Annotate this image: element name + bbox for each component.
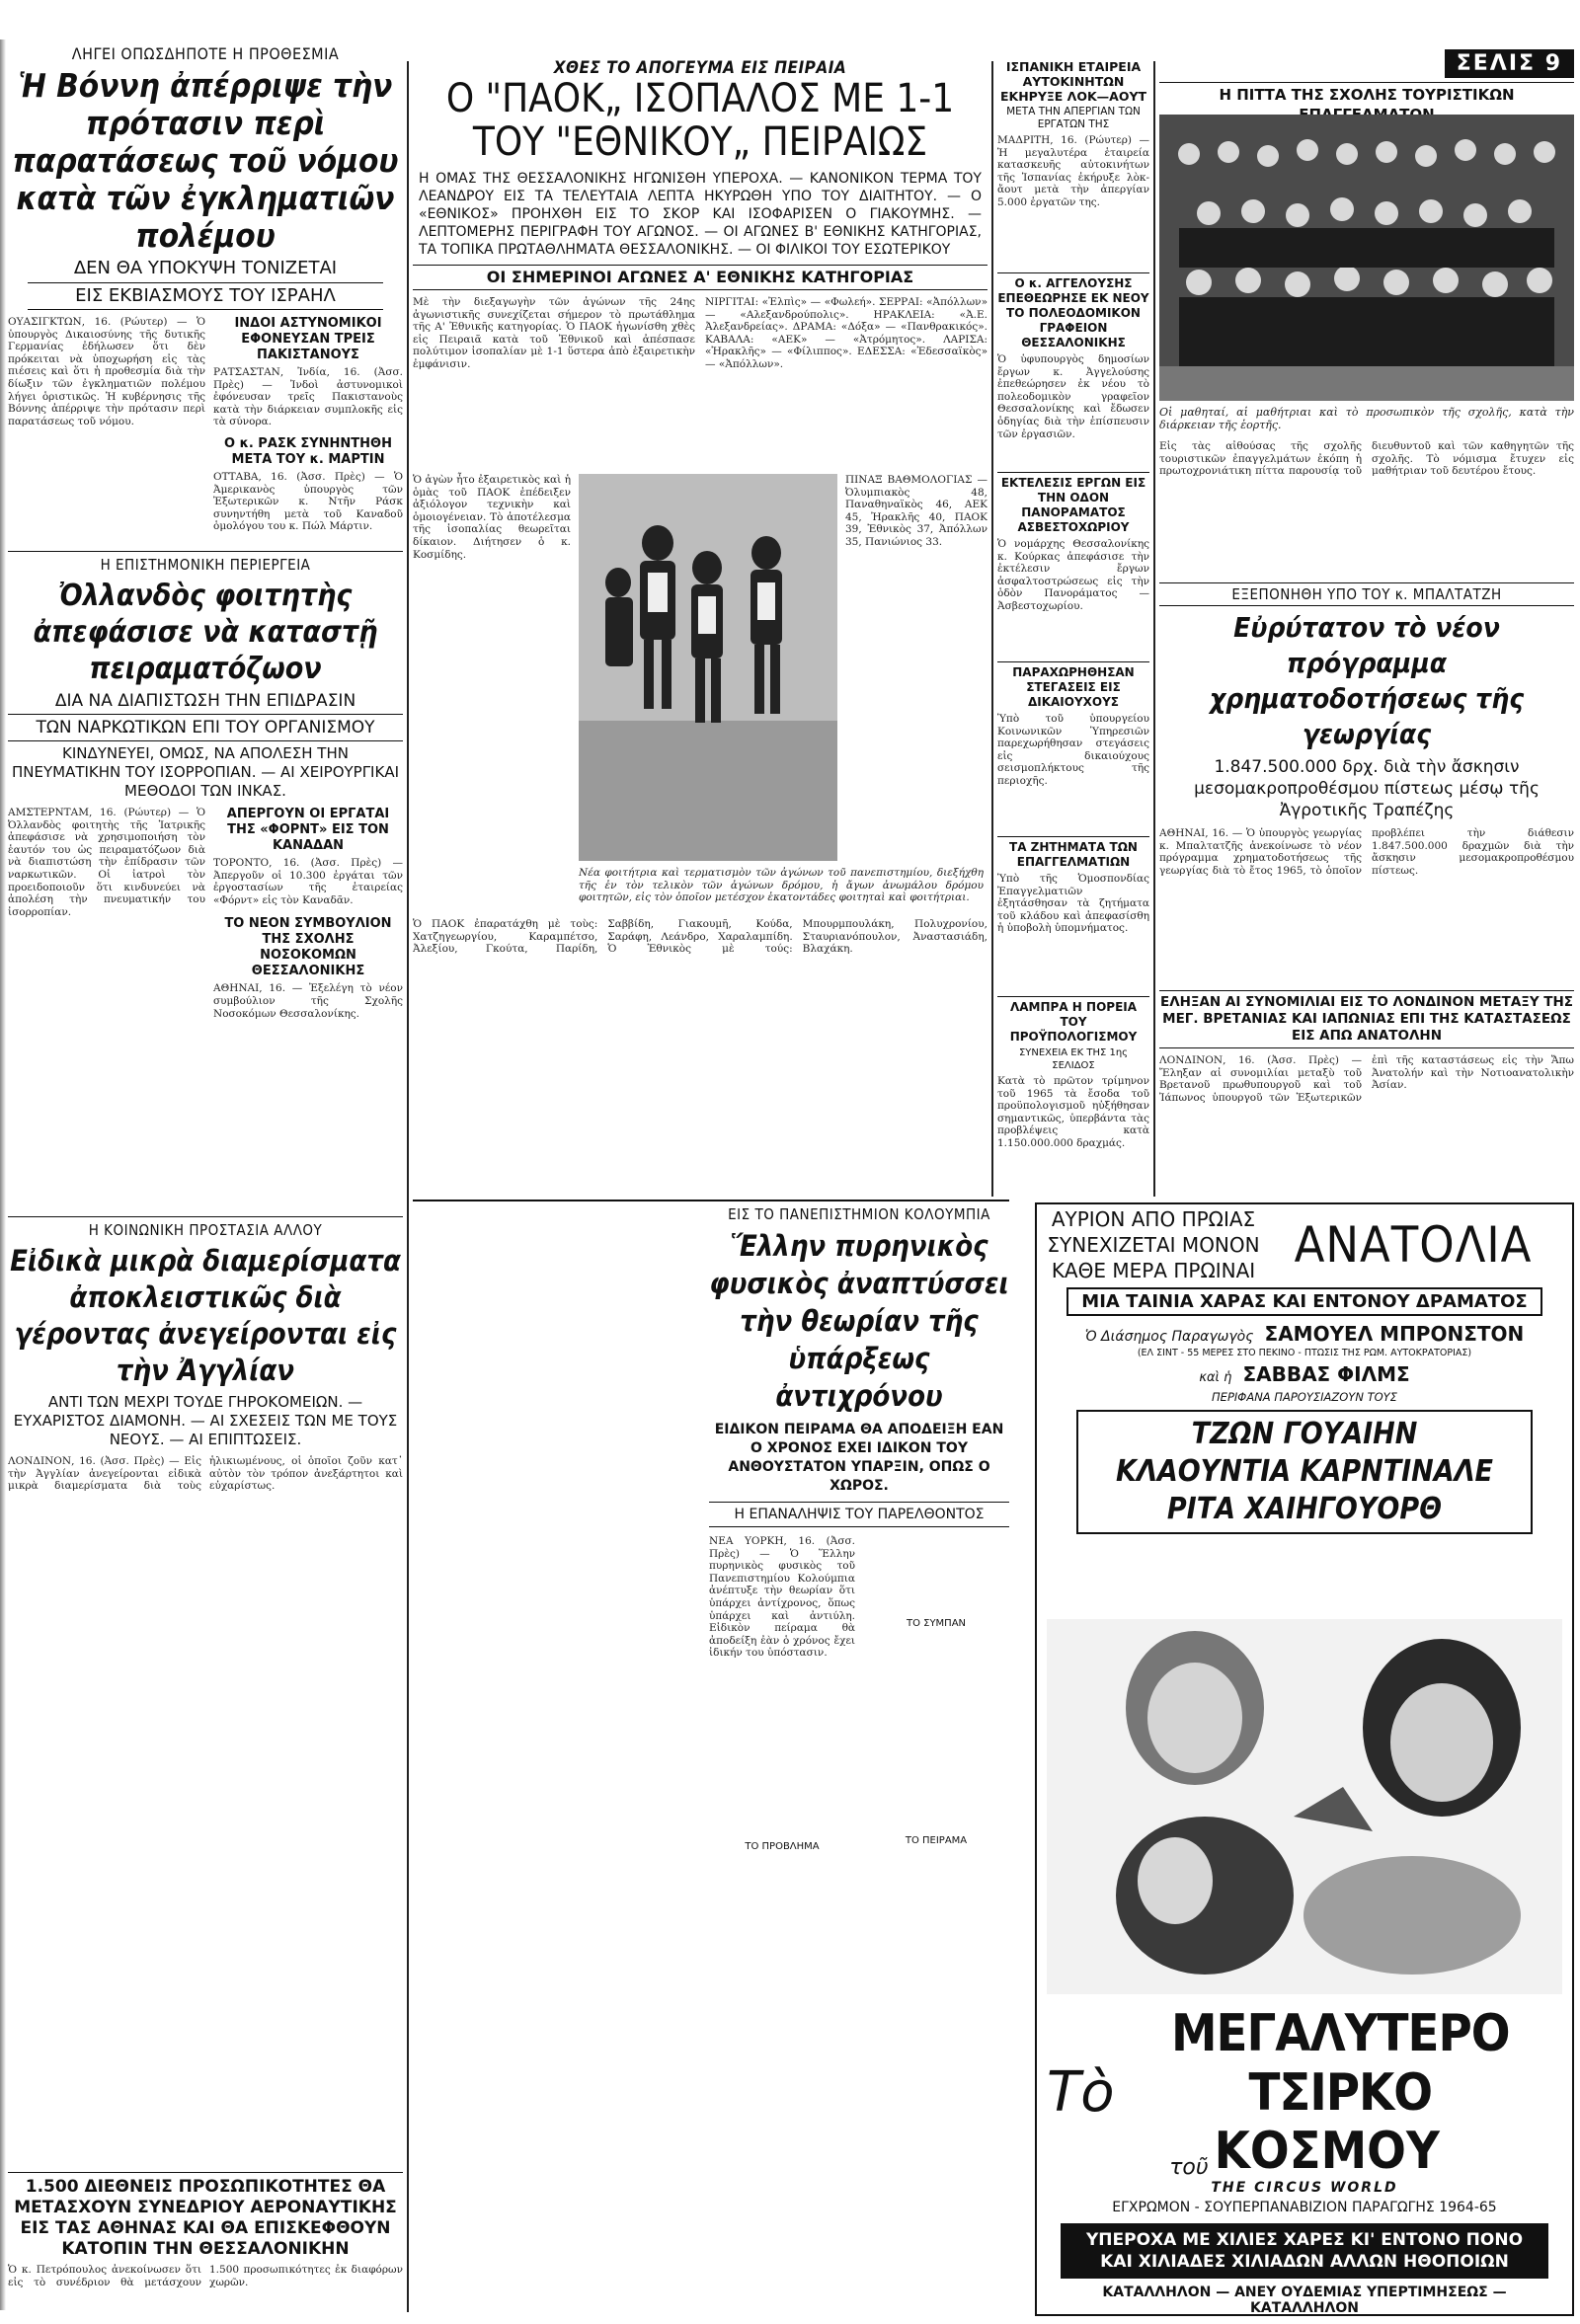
brief-body: ΤΟΡΟΝΤΟ, 16. (Ἀσσ. Πρὲς) — Ἀπεργοῦν οἱ 10.300 ἐργάται τῶν ἐργοστασίων τῆς ἑταιρείας «Φόρντ» εἰς τὸν Καναδᾶν. <box>213 857 403 906</box>
runners-photo-graphic <box>579 474 837 861</box>
ad-studio: ΣΑΒΒΑΣ ΦΙΛΜΣ <box>1242 1362 1410 1386</box>
article-body: ΝΕΑ ΥΟΡΚΗ, 16. (Ἀσσ. Πρὲς) — Ὁ Ἕλλην πυρηνικὸς φυσικὸς τοῦ Πανεπιστημίου Κολούμπια ἀνέπτυξε τὴν θεωρίαν ὅτι ὑπάρχει ἀντίχρονος, ὅπως ὑπάρχει καὶ ἀντιύλη. Εἰδικὸν πείραμα θὰ ἀποδείξη ἐὰν ὁ χρόνος ἔχει ἰδικήν του ὑπόστασιν. <box>709 1535 855 1660</box>
ad-line: ΣΥΝΕΧΙΖΕΤΑΙ ΜΟΝΟΝ <box>1047 1233 1260 1257</box>
ad-film-title-end: ΚΟΣΜΟΥ <box>1214 2122 1440 2181</box>
section-tag: ΤΟ ΣΥΜΠΑΝ <box>906 1618 967 1629</box>
article-kicker: ΧΘΕΣ ΤΟ ΑΠΟΓΕΥΜΑ ΕΙΣ ΠΕΙΡΑΙΑ <box>553 59 847 78</box>
ad-line: ΚΑΘΕ ΜΕΡΑ ΠΡΩΙΝΑΙ <box>1051 1259 1256 1282</box>
ad-producer: ΣΑΜΟΥΕΛ ΜΠΡΟΝΣΤΟΝ <box>1264 1322 1525 1346</box>
brief-title: ΑΠΕΡΓΟΥΝ ΟΙ ΕΡΓΑΤΑΙ ΤΗΣ «ΦΟΡΝΤ» ΕΙΣ ΤΟΝ ΚΑΝΑΔΑΝ <box>226 807 390 853</box>
article-science <box>413 1200 1009 2315</box>
column-briefs <box>997 59 1149 1195</box>
cinema-advertisement <box>1035 1202 1574 2316</box>
brief-subheading: ΜΕΤΑ ΤΗΝ ΑΠΕΡΓΙΑΝ ΤΩΝ ΕΡΓΑΤΩΝ ΤΗΣ <box>1006 106 1141 130</box>
brief-body: ΡΑΤΣΑΣΤΑΝ, Ἰνδία, 16. (Ἀσσ. Πρὲς) — Ἰνδοὶ ἀστυνομικοὶ ἐφόνευσαν τρεῖς Πακιστανοὺς κατὰ τὴν διάρκειαν συμπλοκῆς εἰς τὰ σύνορα. <box>213 366 403 428</box>
article-kicker: Η ΚΟΙΝΩΝΙΚΗ ΠΡΟΣΤΑΣΙΑ ΑΛΛΟΥ <box>8 1216 403 1239</box>
brief-title: ΕΚΤΕΛΕΣΙΣ ΕΡΓΩΝ ΕΙΣ ΤΗΝ ΟΔΟΝ ΠΑΝΟΡΑΜΑΤΟΣ ΑΣΒΕΣΤΟΧΩΡΙΟΥ <box>997 472 1149 535</box>
article-headline: Εὐρύτατον τὸ νέον πρόγραμμα χρηματοδοτήσεως τῆς γεωργίας <box>1209 611 1525 750</box>
article-headline: 1.500 ΔΙΕΘΝΕΙΣ ΠΡΟΣΩΠΙΚΟΤΗΤΕΣ ΘΑ ΜΕΤΑΣΧΟΥΝ ΣΥΝΕΔΡΙΟΥ ΑΕΡΟΝΑΥΤΙΚΗΣ ΕΙΣ ΤΑΣ ΑΘΗΝΑΣ ΚΑΙ ΘΑ ΕΠΙΣΚΕΦΘΟΥΝ ΚΑΤΟΠΙΝ ΤΗΝ ΘΕΣΣΑΛΟΝΙΚΗΝ <box>8 2172 403 2260</box>
column-sports <box>413 59 988 1195</box>
brief-title: Ο κ. ΡΑΣΚ ΣΥΝΗΝΤΗΘΗ ΜΕΤΑ ΤΟΥ κ. ΜΑΡΤΙΝ <box>224 435 392 467</box>
brief-body: ΑΘΗΝΑΙ, 16. — Ἐξελέγη τὸ νέον συμβούλιον τῆς Σχολῆς Νοσοκόμων Θεσσαλονίκης. <box>213 982 403 1020</box>
ad-film-title-english: THE CIRCUS WORLD <box>1211 2180 1398 2196</box>
photo-headline: Η ΠΙΤΤΑ ΤΗΣ ΣΧΟΛΗΣ ΤΟΥΡΙΣΤΙΚΩΝ <box>1159 82 1574 127</box>
section-tag: ΤΟ ΠΕΙΡΑΜΑ <box>905 1835 968 1846</box>
column-left <box>8 45 403 2316</box>
ad-title-article: Τὸ <box>1047 2060 1115 2125</box>
article-body: Ὁ ἀγὼν ἦτο ἐξαιρετικὸς καὶ ἡ ὁμὰς τοῦ ΠΑΟΚ ἐπέδειξεν ἀξιόλογον τεχνικὴν καὶ ὁμοιογένειαν. Τὸ ἀποτέλεσμα τῆς ἰσοπαλίας θεωρεῖται δίκαιον. Διήτησεν ὁ κ. Κοσμίδης. <box>413 474 571 561</box>
page-edge-fragment <box>0 39 6 2310</box>
article-body: ΑΜΣΤΕΡΝΤΑΜ, 16. (Ρώυτερ) — Ὁ Ὀλλανδὸς φοιτητὴς τῆς Ἰατρικῆς ἀπεφάσισε νὰ χρησιμοποιήση τὸν ἑαυτόν του ὡς πειραματόζωον διὰ νὰ διαπιστώση τὴν ἐπίδρασιν τῶν ναρκωτικῶν. Οἱ ἰατροὶ τὸν προειδοποιοῦν ὅτι κινδυνεύει νὰ ἀπολέση τὴν πνευματικήν του ἰσορροπίαν. <box>8 807 205 918</box>
article-subheading: ΕΙΔΙΚΟΝ ΠΕΙΡΑΜΑ ΘΑ ΑΠΟΔΕΙΞΗ ΕΑΝ Ο ΧΡΟΝΟΣ ΕΧΕΙ ΙΔΙΚΟΝ ΤΟΥ ΑΝΘΟΥΣΤΑΤΟΝ ΥΠΑΡΞΙΝ, ΟΠΩΣ Ο ΧΩΡΟΣ. <box>714 1422 1004 1494</box>
article-body: ΛΟΝΔΙΝΟΝ, 16. (Ἀσσ. Πρὲς) — Ἔληξαν αἱ συνομιλίαι μεταξὺ τοῦ Βρετανοῦ πρωθυπουργοῦ καὶ τοῦ Ἰάπωνος ὑπουργοῦ τῶν Ἐξωτερικῶν ἐπὶ τῆς καταστάσεως εἰς τὴν Ἄπω Ἀνατολήν καὶ τὴν Νοτιοανατολικὴν Ἀσίαν. <box>1159 1054 1574 1104</box>
article-body: ΑΘΗΝΑΙ, 16. — Ὁ ὑπουργὸς γεωργίας κ. Μπαλτατζῆς ἀνεκοίνωσε τὸ νέον πρόγραμμα χρηματοδοτήσεως τῆς γεωργίας διὰ τὸ ἔτος 1965, τὸ ὁποῖον προβλέπει τὴν διάθεσιν 1.847.500.000 δραχμῶν διὰ τὴν ἄσκησιν μεσομακροπροθέσμου πίστεως. <box>1159 827 1574 877</box>
star-name: ΤΖΩΝ ΓΟΥΑΙΗΝ <box>1191 1417 1418 1451</box>
cinema-name: ΑΝΑΤΟΛΙΑ <box>1294 1216 1533 1274</box>
article-deck: Η ΟΜΑΣ ΤΗΣ ΘΕΣΣΑΛΟΝΙΚΗΣ ΗΓΩΝΙΣΘΗ ΥΠΕΡΟΧΑ. — ΚΑΝΟΝΙΚΟΝ ΤΕΡΜΑ ΤΟΥ ΛΕΑΝΔΡΟΥ ΕΙΣ ΤΑ ΤΕΛΕΥΤΑΙΑ ΛΕΠΤΑ ΗΚΥΡΩΘΗ ΥΠΟ ΤΟΥ ΔΙΑΙΤΗΤΟΥ. — Ο «ΕΘΝΙΚΟΣ» ΠΡΟΗΧΘΗ ΕΙΣ ΤΟ ΣΚΟΡ ΚΑΙ ΙΣΟΦΑΡΙΣΕΝ Ο ΓΙΑΚΟΥΜΗΣ. — ΛΕΠΤΟΜΕΡΗΣ ΠΕΡΙΓΡΑΦΗ ΤΟΥ ΑΓΩΝΟΣ. — ΟΙ ΑΓΩΝΕΣ Β' ΕΘΝΙΚΗΣ ΚΑΤΗΓΟΡΙΑΣ, ΤΑ ΤΟΠΙΚΑ ΠΡΩΤΑΘΛΗΜΑΤΑ ΘΕΣΣΑΛΟΝΙΚΗΣ. — ΟΙ ΦΙΛΙΚΟΙ ΤΟΥ ΕΣΩΤΕΡΙΚΟΥ <box>419 171 982 258</box>
article-subheading: ΔΕΝ ΘΑ ΥΠΟΚΥΨΗ ΤΟΝΙΖΕΤΑΙ <box>73 258 338 278</box>
article-subheading: ΤΩΝ ΝΑΡΚΩΤΙΚΩΝ ΕΠΙ ΤΟΥ ΟΡΓΑΝΙΣΜΟΥ <box>8 714 403 741</box>
ad-photo-montage <box>1047 1619 1562 1994</box>
brief-body: ΟΤΤΑΒΑ, 16. (Ἀσσ. Πρὲς) — Ὁ Ἀμερικανὸς ὑπουργὸς τῶν Ἐξωτερικῶν κ. Ντῆν Ράσκ συνηντήθη μετὰ τοῦ Καναδοῦ ὁμολόγου του κ. Πώλ Μάρτιν. <box>213 470 403 533</box>
article-headline: Ὀλλανδὸς φοιτητὴς ἀπεφάσισε νὰ καταστῇ πειραματόζωον <box>33 579 378 686</box>
group-photo-graphic <box>1159 115 1574 401</box>
brief-body: Ὑπὸ τῆς Ὁμοσπονδίας Ἐπαγγελματιῶν ἐξητάσθησαν τὰ ζητήματα τοῦ κλάδου καὶ ἀπεφασίσθη ἡ ὑποβολὴ ὑπομνήματος. <box>997 873 1149 935</box>
column-right <box>1159 49 1574 1195</box>
brief-body: ΜΑΔΡΙΤΗ, 16. (Ρώυτερ) — Ἡ μεγαλυτέρα ἑταιρεία κατασκευῆς αὐτοκινήτων τῆς Ἱσπανίας ἐκήρυξε λὸκ-ἄουτ μετὰ τὴν ἀπεργίαν 5.000 ἐργατῶν της. <box>997 134 1149 208</box>
article-subheading: ΟΙ ΣΗΜΕΡΙΝΟΙ ΑΓΩΝΕΣ Α' ΕΘΝΙΚΗΣ ΚΑΤΗΓΟΡΙΑΣ <box>413 265 988 290</box>
article-kicker: Η ΕΠΙΣΤΗΜΟΝΙΚΗ ΠΕΡΙΕΡΓΕΙΑ <box>8 551 403 574</box>
brief-body: Ὁ νομάρχης Θεσσαλονίκης κ. Κούρκας ἀπεφάσισε τὴν ἐκτέλεσιν ἔργων ἀσφαλτοστρώσεως εἰς τὴν ὁδὸν Πανοράματος — Ἀσβεστοχωρίου. <box>997 538 1149 612</box>
article-subheading: Η ΕΠΑΝΑΛΗΨΙΣ ΤΟΥ ΠΑΡΕΛΘΟΝΤΟΣ <box>709 1502 1009 1527</box>
article-headline-line1: Ο "ΠΑΟΚ„ ΙΣΟΠΑΛΟΣ ΜΕ 1-1 <box>445 76 955 121</box>
photo-caption: Οἱ μαθηταί, αἱ μαθήτριαι καὶ τὸ προσωπικὸν τῆς σχολῆς, κατὰ τὴν διάρκειαν τῆς ἑορτῆς. <box>1159 406 1574 431</box>
article-body: Ὁ ΠΑΟΚ ἐπαρατάχθη μὲ τοὺς: Χατζηγεωργίου, Καραμπέτσο, Ἀλεξίου, Γκούτα, Παρίδη, Σαββίδη, Γιακουμῆ, Κούδα, Σαράφη, Λεάνδρο, Χαραλαμπίδη. Ὁ Ἐθνικὸς μὲ τούς: Μπουρμπουλάκη, Πολυχρονίου, Σταυριανόπουλον, Ἀναστασιάδη, Βλαχάκη. <box>413 918 988 956</box>
article-body: Μὲ τὴν διεξαγωγὴν τῶν ἀγώνων τῆς 24ης ἀγωνιστικῆς συνεχίζεται σήμερον τὸ πρωτάθλημα τῆς Α' Ἐθνικῆς κατηγορίας. Ὁ ΠΑΟΚ ἠγωνίσθη χθὲς εἰς Πειραιᾶ κατὰ τοῦ Ἐθνικοῦ καὶ ἀπέσπασε πολύτιμον ἰσοπαλίαν μὲ 1-1 ὕστερα ἀπὸ ἐξαιρετικὴν ἐμφάνισιν. <box>413 296 695 370</box>
article-headline: Ἕλλην πυρηνικὸς φυσικὸς ἀναπτύσσει τὴν θεωρίαν τῆς ὑπάρξεως ἀντιχρόνου <box>709 1229 1009 1413</box>
brief-body: Κατὰ τὸ πρῶτον τρίμηνον τοῦ 1965 τὰ ἔσοδα τοῦ προϋπολογισμοῦ ηὐξήθησαν σημαντικῶς, ὑπερβάντα τὰς προβλέψεις κατὰ 1.150.000.000 δραχμάς. <box>997 1075 1149 1149</box>
article-body: Ὁ κ. Πετρόπουλος ἀνεκοίνωσεν ὅτι εἰς τὸ συνέδριον θὰ μετάσχουν 1.500 προσωπικότητες ἐκ διαφόρων χωρῶν. <box>8 2264 403 2288</box>
ad-producer-label: Ὁ Διάσημος Παραγωγὸς <box>1084 1329 1254 1345</box>
article-subheading: ΕΙΣ ΕΚΒΙΑΣΜΟΥΣ ΤΟΥ ΙΣΡΑΗΛ <box>28 282 383 310</box>
section-tag: ΤΟ ΠΡΟΒΛΗΜΑ <box>745 1840 820 1852</box>
article-subheading: ΔΙΑ ΝΑ ΔΙΑΠΙΣΤΩΣΗ ΤΗΝ ΕΠΙΔΡΑΣΙΝ <box>54 691 356 711</box>
article-body: ΠΙΝΑΞ ΒΑΘΜΟΛΟΓΙΑΣ — Ὀλυμπιακὸς 48, Παναθηναϊκὸς 46, ΑΕΚ 45, Ἠρακλῆς 40, ΠΑΟΚ 39, Ἐθνικὸς 37, Ἀπόλλων 35, Πανιώνιος 33. <box>845 474 988 548</box>
ad-rating: ΚΑΤΑΛΛΗΛΟΝ — ΑΝΕΥ ΟΥΔΕΜΙΑΣ ΥΠΕΡΤΙΜΗΣΕΩΣ — ΚΑΤΑΛΛΗΛΟΝ <box>1102 2285 1507 2316</box>
brief-title: ΙΣΠΑΝΙΚΗ ΕΤΑΙΡΕΙΑ ΑΥΤΟΚΙΝΗΤΩΝ ΕΚΗΡΥΞΕ ΛΟΚ—ΑΟΥΤ <box>999 59 1147 104</box>
article-headline: Εἰδικὰ μικρὰ διαμερίσματα ἀποκλειστικῶς διὰ γέροντας ἀνεγείρονται εἰς τὴν Ἀγγλίαν <box>10 1244 401 1387</box>
ad-producer-credits: (ΕΛ ΣΙΝΤ - 55 ΜΕΡΕΣ ΣΤΟ ΠΕΚΙΝΟ - ΠΤΩΣΙΣ ΤΗΣ ΡΩΜ. ΑΥΤΟΚΡΑΤΟΡΙΑΣ) <box>1137 1348 1472 1358</box>
column-rule <box>991 61 993 1197</box>
article-headline: Ἡ Βόννη ἀπέρριψε τὴν πρότασιν περὶ παρατάσεως τοῦ νόμου κατὰ τῶν ἐγκληματιῶν πολέμου <box>12 66 399 255</box>
ad-title-particle: τοῦ <box>1169 2155 1209 2180</box>
brief-title: ΤΑ ΖΗΤΗΜΑΤΑ ΤΩΝ ΕΠΑΓΓΕΛΜΑΤΙΩΝ <box>997 836 1149 870</box>
ad-slogan: ΚΑΙ ΧΙΛΙΑΔΕΣ ΧΙΛΙΑΔΩΝ ΑΛΛΩΝ ΗΘΟΠΟΙΩΝ <box>1100 2252 1509 2272</box>
brief-title: ΠΑΡΑΧΩΡΗΘΗΣΑΝ ΣΤΕΓΑΣΕΙΣ ΕΙΣ ΔΙΚΑΙΟΥΧΟΥΣ <box>997 661 1149 710</box>
column-rule <box>407 61 409 2312</box>
brief-title: ΙΝΔΟΙ ΑΣΤΥΝΟΜΙΚΟΙ ΕΦΟΝΕΥΣΑΝ ΤΡΕΙΣ ΠΑΚΙΣΤΑΝΟΥΣ <box>234 316 382 362</box>
photo-school-group <box>1159 115 1574 401</box>
ad-slogan: ΥΠΕΡΟΧΑ ΜΕ ΧΙΛΙΕΣ ΧΑΡΕΣ ΚΙ' ΕΝΤΟΝΟ ΠΟΝΟ <box>1085 2230 1524 2250</box>
article-headline-line2: ΤΟΥ "ΕΘΝΙΚΟΥ„ ΠΕΙΡΑΙΩΣ <box>472 119 928 165</box>
page-label: ΣΕΛΙΣ 9 <box>1445 49 1574 78</box>
photo-runners <box>579 474 837 861</box>
ad-presents: ΠΕΡΙΦΑΝΑ ΠΑΡΟΥΣΙΑΖΟΥΝ ΤΟΥΣ <box>1212 1390 1397 1404</box>
ad-film-format: ΕΓΧΡΩΜΟΝ - ΣΟΥΠΕΡΠΑΝΑΒΙΖΙΟΝ ΠΑΡΑΓΩΓΗΣ 1964-65 <box>1112 2200 1497 2215</box>
article-subheading: ΚΙΝΔΥΝΕΥΕΙ, ΟΜΩΣ, ΝΑ ΑΠΟΛΕΣΗ ΤΗΝ ΠΝΕΥΜΑΤΙΚΗΝ ΤΟΥ ΙΣΟΡΡΟΠΙΑΝ. — ΑΙ ΧΕΙΡΟΥΡΓΙΚΑΙ ΜΕΘΟΔΟΙ ΤΩΝ ΙΝΚΑΣ. <box>11 744 400 800</box>
montage-graphic <box>1047 1619 1562 1994</box>
brief-title: ΤΟ ΝΕΟΝ ΣΥΜΒΟΥΛΙΟΝ ΤΗΣ ΣΧΟΛΗΣ ΝΟΣΟΚΟΜΩΝ ΘΕΣΣΑΛΟΝΙΚΗΣ <box>224 916 392 979</box>
article-kicker: ΕΞΕΠΟΝΗΘΗ ΥΠΟ ΤΟΥ κ. ΜΠΑΛΤΑΤΖΗ <box>1159 582 1574 606</box>
ad-tagline: ΜΙΑ ΤΑΙΝΙΑ ΧΑΡΑΣ ΚΑΙ ΕΝΤΟΝΟΥ ΔΡΑΜΑΤΟΣ <box>1066 1287 1542 1316</box>
brief-subheading: ΣΥΝΕΧΕΙΑ ΕΚ ΤΗΣ 1ης ΣΕΛΙΔΟΣ <box>1018 1047 1129 1071</box>
brief-body: Ὁ ὑφυπουργὸς δημοσίων ἔργων κ. Ἀγγελούσης ἐπεθεώρησεν ἐκ νέου τὸ πολεοδομικὸν γραφεῖον Θεσσαλονίκης καὶ ἔδωσεν ὁδηγίας διὰ τὴν ἐπίσπευσιν τῶν ἐργασιῶν. <box>997 353 1149 440</box>
ad-line: ΑΥΡΙΟΝ ΑΠΟ ΠΡΩΙΑΣ <box>1051 1207 1256 1231</box>
ad-conjunction: καὶ ἡ <box>1199 1370 1232 1385</box>
column-rule <box>1153 61 1155 1197</box>
article-kicker: ΛΗΓΕΙ ΟΠΩΣΔΗΠΟΤΕ Η ΠΡΟΘΕΣΜΙΑ <box>71 45 340 63</box>
article-subheading: ΕΛΗΞΑΝ ΑΙ ΣΥΝΟΜΙΛΙΑΙ ΕΙΣ ΤΟ ΛΟΝΔΙΝΟΝ ΜΕΤΑΞΥ ΤΗΣ ΜΕΓ. ΒΡΕΤΑΝΙΑΣ ΚΑΙ ΙΑΠΩΝΙΑΣ ΕΠΙ ΤΗΣ ΚΑΤΑΣΤΑΣΕΩΣ ΕΙΣ ΑΠΩ ΑΝΑΤΟΛΗΝ <box>1159 990 1574 1048</box>
article-kicker: ΕΙΣ ΤΟ ΠΑΝΕΠΙΣΤΗΜΙΟΝ ΚΟΛΟΥΜΠΙΑ <box>728 1205 990 1223</box>
ad-film-title: ΜΕΓΑΛΥΤΕΡΟ ΤΣΙΡΚΟ <box>1170 2004 1510 2123</box>
article-body: Εἰς τὰς αἰθούσας τῆς σχολῆς τουριστικῶν ἐπαγγελμάτων ἐκόπη ἡ πρωτοχρονιάτικη πίττα παρουσίᾳ τοῦ διευθυντοῦ καὶ τῶν καθηγητῶν τῆς σχολῆς. Τὸ νόμισμα ἔτυχεν εἰς μαθήτριαν τοῦ δευτέρου ἔτους. <box>1159 440 1574 478</box>
star-name: ΡΙΤΑ ΧΑΙΗΓΟΥΟΡΘ <box>1166 1492 1443 1526</box>
article-body: ΝΙΡΓΙΤΑΙ: «Ἐλπὶς» — «Φωλεή». ΣΕΡΡΑΙ: «Ἀπόλλων» — «Αλεξανδρούπολις». ΗΡΑΚΛΕΙΑ: «Ἀ.Ε. Ἀλεξανδρείας». ΔΡΑΜΑ: «Δόξα» — «Πανθρακικός». ΚΑΒΑΛΑ: «ΑΕΚ» — «Ἀτρόμητος». ΛΑΡΙΣΑ: «Ἠρακλῆς» — «Φίλιππος». ΕΔΕΣΣΑ: «Ἐδεσσαϊκὸς» — «Ἀπόλλων». <box>705 296 988 370</box>
article-body: ΟΥΑΣΙΓΚΤΩΝ, 16. (Ρώυτερ) — Ὁ ὑπουργὸς Δικαιοσύνης τῆς δυτικῆς Γερμανίας ἐδήλωσεν ὅτι δὲν πρόκειται νὰ ὑποχωρήση εἰς τὰς πιέσεις καὶ ὅτι ἡ προθεσμία διὰ τὴν δίωξιν τῶν ἐγκληματιῶν πολέμου λήγει ὁριστικῶς. Ἡ κυβέρνησις τῆς Βόννης ἀπέρριψε τὴν πρότασιν περὶ παρατάσεως τοῦ νόμου. <box>8 316 205 427</box>
article-subheading: 1.847.500.000 δρχ. διὰ τὴν ἄσκησιν μεσομακροπροθέσμου πίστεως μέσῳ τῆς Ἀγροτικῆς Τραπέζης <box>1194 757 1540 820</box>
article-subheading: ΑΝΤΙ ΤΩΝ ΜΕΧΡΙ ΤΟΥΔΕ ΓΗΡΟΚΟΜΕΙΩΝ. — ΕΥΧΑΡΙΣΤΟΣ ΔΙΑΜΟΝΗ. — ΑΙ ΣΧΕΣΕΙΣ ΤΩΝ ΜΕ ΤΟΥΣ ΝΕΟΥΣ. — ΑΙ ΕΠΙΠΤΩΣΕΙΣ. <box>13 1393 398 1448</box>
brief-title: Ο κ. ΑΓΓΕΛΟΥΣΗΣ ΕΠΕΘΕΩΡΗΣΕ ΕΚ ΝΕΟΥ ΤΟ ΠΟΛΕΟΔΟΜΙΚΟΝ ΓΡΑΦΕΙΟΝ ΘΕΣΣΑΛΟΝΙΚΗΣ <box>997 272 1149 350</box>
brief-body: Ὑπὸ τοῦ ὑπουργείου Κοινωνικῶν Ὑπηρεσιῶν παρεχωρήθησαν στεγάσεις εἰς δικαιούχους σεισμοπλήκτους τῆς περιοχῆς. <box>997 713 1149 787</box>
brief-title: ΛΑΜΠΡΑ Η ΠΟΡΕΙΑ ΤΟΥ ΠΡΟΫΠΟΛΟΓΙΣΜΟΥ <box>997 996 1149 1045</box>
photo-caption: Νέα φοιτήτρια καὶ τερματισμὸν τῶν ἀγώνων τοῦ πανεπιστημίου, διεξήχθη τῆς ἐν τὸν τελικὸν τῶν ἀγώνων δρόμου, ἡ ἄγων ἀνωμάλου δρόμου φοιτητῶν, εἰς τὸν ὁποῖον μετέσχον ἑκατοντάδες φοιτηταὶ καὶ φοιτήτριαι. <box>579 867 984 904</box>
star-name: ΚΛΑΟΥΝΤΙΑ ΚΑΡΝΤΙΝΑΛΕ <box>1116 1454 1493 1489</box>
article-body: ΛΟΝΔΙΝΟΝ, 16. (Ἀσσ. Πρὲς) — Εἰς τὴν Ἀγγλίαν ἀνεγείρονται εἰδικὰ μικρὰ διαμερίσματα διὰ τοὺς ἡλικιωμένους, οἱ ὁποῖοι ζοῦν κατ᾽ αὐτὸν τὸν τρόπον ἀνεξάρτητοι καὶ εὐχαρίστως. <box>8 1455 403 1493</box>
